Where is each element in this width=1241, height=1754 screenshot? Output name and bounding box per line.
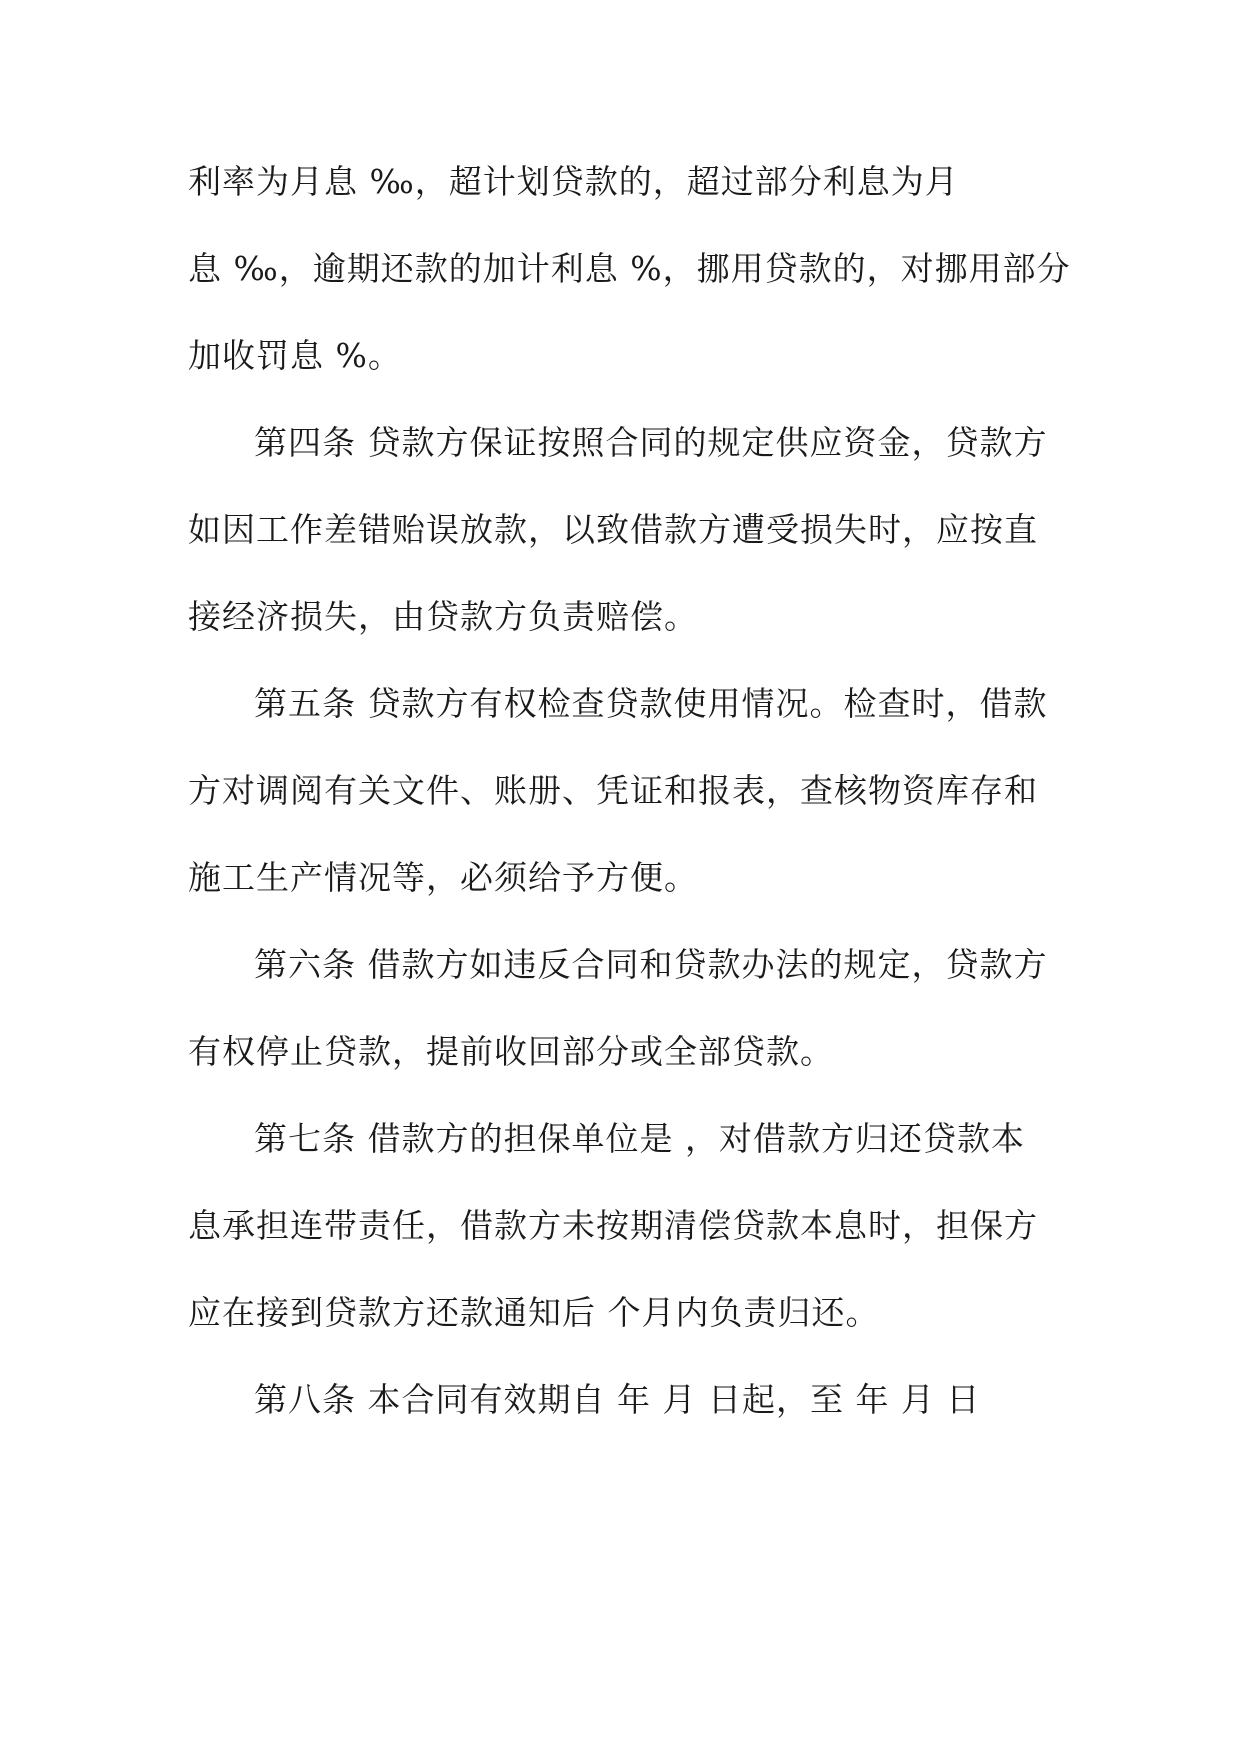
text-line: 接经济损失，由贷款方负责赔偿。 bbox=[188, 597, 698, 636]
text-line: 施工生产情况等，必须给予方便。 bbox=[188, 858, 698, 897]
clause-4-line: 第四条 贷款方保证按照合同的规定供应资金，贷款方 bbox=[254, 423, 1048, 462]
clause-8-line: 第八条 本合同有效期自 年 月 日起，至 年 月 日 bbox=[254, 1380, 981, 1419]
text-line: 方对调阅有关文件、账册、凭证和报表，查核物资库存和 bbox=[188, 771, 1038, 810]
text-line: 息 ‰，逾期还款的加计利息 %，挪用贷款的，对挪用部分 bbox=[188, 249, 1071, 288]
text-line: 息承担连带责任，借款方未按期清偿贷款本息时，担保方 bbox=[188, 1206, 1038, 1245]
text-line: 应在接到贷款方还款通知后 个月内负责归还。 bbox=[188, 1293, 880, 1332]
text-line: 如因工作差错贻误放款，以致借款方遭受损失时，应按直 bbox=[188, 510, 1038, 549]
text-line: 加收罚息 %。 bbox=[188, 336, 402, 375]
clause-5-line: 第五条 贷款方有权检查贷款使用情况。检查时，借款 bbox=[254, 684, 1048, 723]
clause-7-line: 第七条 借款方的担保单位是 ，对借款方归还贷款本 bbox=[254, 1119, 1025, 1158]
text-line: 有权停止贷款，提前收回部分或全部贷款。 bbox=[188, 1032, 834, 1071]
clause-6-line: 第六条 借款方如违反合同和贷款办法的规定，贷款方 bbox=[254, 945, 1048, 984]
text-line: 利率为月息 ‰，超计划贷款的，超过部分利息为月 bbox=[188, 162, 959, 201]
